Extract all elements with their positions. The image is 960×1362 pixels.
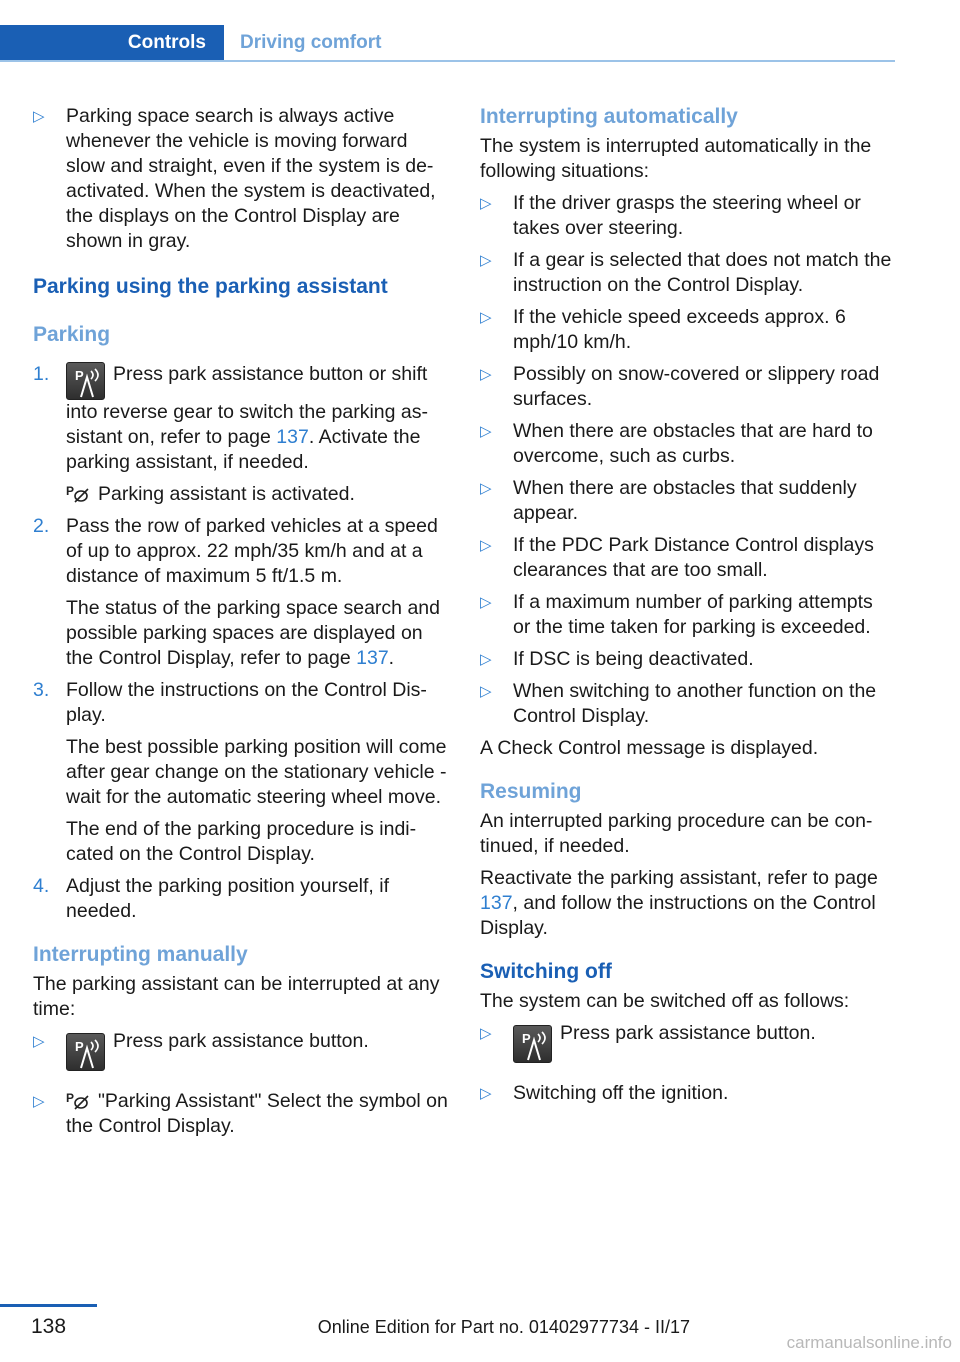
page-link-137[interactable]: 137 — [356, 647, 389, 669]
svg-text:P: P — [66, 1091, 75, 1105]
parking-steps — [33, 362, 451, 924]
park-assist-button-icon — [513, 1025, 552, 1063]
intro-list — [33, 104, 451, 254]
watermark: carmanualsonline.info — [786, 1333, 952, 1352]
svg-text:P: P — [66, 484, 75, 498]
step-number: 3. — [33, 679, 50, 701]
auto-interrupt-list — [480, 191, 895, 729]
right-column — [480, 104, 895, 1113]
switch-off-list — [480, 1021, 895, 1106]
bullet-triangle-icon: ▷ — [480, 195, 492, 212]
bullet-triangle-icon: ▷ — [480, 480, 492, 497]
section-tab-controls: Controls — [0, 25, 224, 61]
parking-assistant-symbol-icon — [66, 1090, 92, 1110]
bullet-triangle-icon: ▷ — [33, 108, 45, 125]
edition-note: Online Edition for Part no. 01402977734 - II/17 — [317, 1317, 690, 1337]
list-item: ▷ P Press park assistance button. — [480, 1021, 895, 1063]
bullet-triangle-icon: ▷ — [480, 366, 492, 383]
list-item: ▷ If a gear is selected that does not match the instruction on the Control Display. — [480, 249, 892, 296]
resume-text: An interrupted parking procedure can be con‐tinued, if needed. — [480, 810, 873, 857]
bullet-triangle-icon: ▷ — [480, 594, 492, 611]
page-number: 138 — [30, 1315, 67, 1338]
footer-divider — [0, 1304, 97, 1307]
list-item: ▷ When switching to another function on the Control Display. — [480, 680, 877, 727]
park-assist-button-icon — [66, 1033, 105, 1071]
list-item: ▷ When there are obstacles that are hard to overcome, such as curbs. — [480, 420, 873, 467]
step-item: 1. P Press park assistance button or shift into reverse gear to switch the parking as‐sistant on, refer to page 137. Activate the parking assistant, if needed. P Parking assistant is activated. — [33, 363, 429, 505]
bullet-triangle-icon: ▷ — [480, 683, 492, 700]
list-item: ▷ If the vehicle speed exceeds approx. 6 mph/10 km/h. — [480, 306, 846, 353]
svg-text:P: P — [522, 1031, 531, 1046]
page-link-137[interactable]: 137 — [480, 892, 513, 914]
resume-instructions: Reactivate the parking assistant, refer to page 137, and follow the instructions on the Control Display. — [480, 867, 878, 939]
svg-text:P: P — [75, 368, 84, 383]
heading-interrupting-automatically: Interrupting automatically — [480, 105, 738, 128]
parking-assistant-symbol-icon — [66, 483, 92, 503]
bullet-triangle-icon: ▷ — [480, 1025, 492, 1042]
check-control-text: A Check Control message is displayed. — [480, 737, 819, 759]
bullet-triangle-icon: ▷ — [480, 537, 492, 554]
svg-text:P: P — [75, 1039, 84, 1054]
bullet-triangle-icon: ▷ — [33, 1093, 45, 1110]
bullet-triangle-icon: ▷ — [480, 252, 492, 269]
step-item: 4. Adjust the parking position yourself, if needed. — [33, 875, 390, 922]
list-item: ▷ If the driver grasps the steering wheel or takes over steering. — [480, 192, 861, 239]
list-item: ▷ If DSC is being deactivated. — [480, 648, 754, 670]
heading-switching-off: Switching off — [480, 960, 612, 983]
list-item: ▷ P Press park assistance button. — [33, 1029, 451, 1071]
step-number: 4. — [33, 875, 50, 897]
auto-intro: The system is interrupted automatically in the following situations: — [480, 135, 872, 182]
manual-list — [33, 1029, 451, 1139]
list-item: ▷ If a maximum number of parking attempts or the time taken for parking is exceeded. — [480, 591, 873, 638]
list-item: ▷ Parking space search is always active whenever the vehicle is moving forward slow and straight, even if the system is de‐activated. When the system is deactivated, the displays on the Control Display are shown in gray. — [33, 105, 436, 252]
list-item: ▷ P "Parking Assistant" Select the symbol on the Control Display. — [33, 1090, 448, 1137]
page-header — [0, 0, 960, 62]
heading-interrupting-manually: Interrupting manually — [33, 943, 248, 966]
step-item: 2. Pass the row of parked vehicles at a speed of up to approx. 22 mph/35 km/h and at a distance of maximum 5 ft/1.5 m. The status of the parking space search and possible parking spaces are displayed on the Control Display, refer to page 137. — [33, 515, 440, 669]
list-item: ▷ If the PDC Park Distance Control displays clearances that are too small. — [480, 534, 874, 581]
step-number: 1. — [33, 363, 50, 385]
step-item: 3. Follow the instructions on the Control Dis‐play. The best possible parking position will come after gear change on the stationary vehicle - wait for the automatic steering wheel move. The end of the parking procedure is indi‐cated on the Control Display. — [33, 679, 447, 865]
manual-intro: The parking assistant can be interrupted at any time: — [33, 973, 440, 1020]
bullet-triangle-icon: ▷ — [480, 309, 492, 326]
switch-intro: The system can be switched off as follows: — [480, 990, 850, 1012]
heading-resuming: Resuming — [480, 780, 582, 803]
bullet-triangle-icon: ▷ — [480, 651, 492, 668]
list-item: ▷ When there are obstacles that suddenly appear. — [480, 477, 857, 524]
bullet-triangle-icon: ▷ — [480, 423, 492, 440]
bullet-triangle-icon: ▷ — [33, 1033, 45, 1050]
list-item: ▷ Switching off the ignition. — [480, 1082, 729, 1104]
park-assist-button-icon — [66, 362, 105, 400]
left-column — [33, 104, 451, 1146]
bullet-triangle-icon: ▷ — [480, 1085, 492, 1102]
heading-parking: Parking — [33, 323, 111, 346]
header-divider — [0, 60, 895, 62]
page-link-137[interactable]: 137 — [276, 426, 309, 448]
section-tab-driving-comfort: Driving comfort — [240, 32, 382, 53]
heading-parking-using-assistant: Parking using the parking assistant — [33, 275, 388, 298]
step-number: 2. — [33, 515, 50, 537]
list-item: ▷ Possibly on snow-covered or slippery road surfaces. — [480, 363, 880, 410]
